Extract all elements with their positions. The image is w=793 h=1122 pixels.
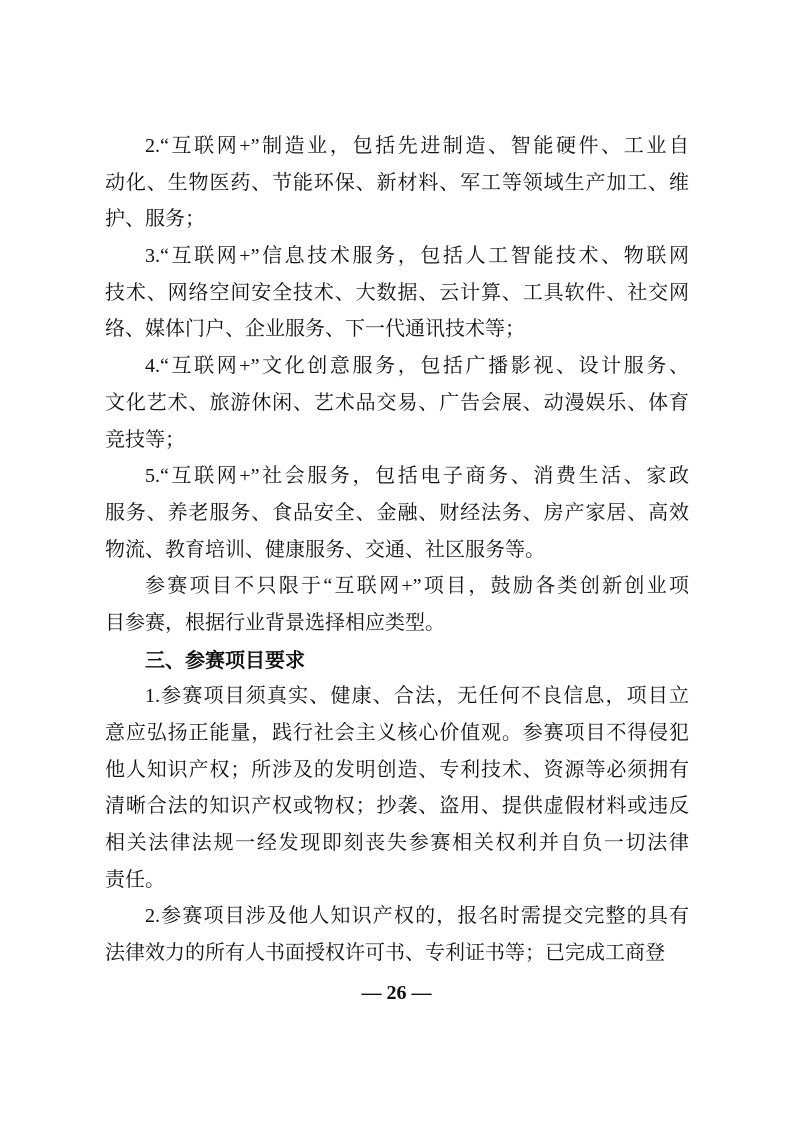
text-line: 络、媒体门户、企业服务、下一代通讯技术等； [105, 318, 525, 341]
section-heading [105, 642, 689, 679]
text-line: 责任。 [105, 868, 165, 891]
text-line: 护、服务； [105, 208, 205, 231]
paragraph [105, 128, 689, 238]
text-line: 动化、生物医药、节能环保、新材料、军工等领域生产加工、维 [105, 171, 689, 194]
text-line: 物流、教育培训、健康服务、交通、社区服务等。 [105, 538, 545, 561]
text-line: 相关法律法规一经发现即刻丧失参赛相关权利并自负一切法律 [105, 832, 689, 855]
text-line: 服务、养老服务、食品安全、金融、财经法务、房产家居、高效 [105, 501, 689, 524]
text-line: 5.“互联网+”社会服务，包括电子商务、消费生活、家政 [145, 465, 689, 488]
text-line: 法律效力的所有人书面授权许可书、专利证书等；已完成工商登 [105, 942, 665, 965]
paragraph [105, 238, 689, 348]
text-line: 1.参赛项目须真实、健康、合法，无任何不良信息，项目立 [145, 685, 689, 708]
text-line: 2.参赛项目涉及他人知识产权的，报名时需提交完整的具有 [145, 905, 689, 928]
text-line: 技术、网络空间安全技术、大数据、云计算、工具软件、社交网 [105, 281, 689, 304]
text-line: 意应弘扬正能量，践行社会主义核心价值观。参赛项目不得侵犯 [105, 722, 689, 744]
text-line: 4.“互联网+”文化创意服务，包括广播影视、设计服务、 [145, 355, 689, 378]
text-line: 清晰合法的知识产权或物权；抄袭、盗用、提供虚假材料或违反 [105, 795, 689, 818]
paragraph [105, 898, 689, 971]
text-line: 他人知识产权；所涉及的发明创造、专利技术、资源等必须拥有 [105, 758, 689, 781]
page-number: — 26 — [361, 982, 432, 1004]
paragraph [105, 678, 689, 898]
paragraph [105, 348, 689, 458]
text-line: 文化艺术、旅游休闲、艺术品交易、广告会展、动漫娱乐、体育 [105, 391, 689, 414]
text-line: 2.“互联网+”制造业，包括先进制造、智能硬件、工业自 [145, 135, 689, 157]
text-line: 三、参赛项目要求 [145, 647, 305, 672]
paragraph [105, 568, 689, 641]
paragraph [105, 458, 689, 568]
text-line: 参赛项目不只限于“互联网+”项目，鼓励各类创新创业项 [145, 575, 689, 598]
text-line: 目参赛，根据行业背景选择相应类型。 [105, 611, 445, 634]
text-line: 竞技等； [105, 428, 185, 451]
text-line: 3.“互联网+”信息技术服务，包括人工智能技术、物联网 [145, 245, 689, 268]
document-body [105, 128, 689, 972]
